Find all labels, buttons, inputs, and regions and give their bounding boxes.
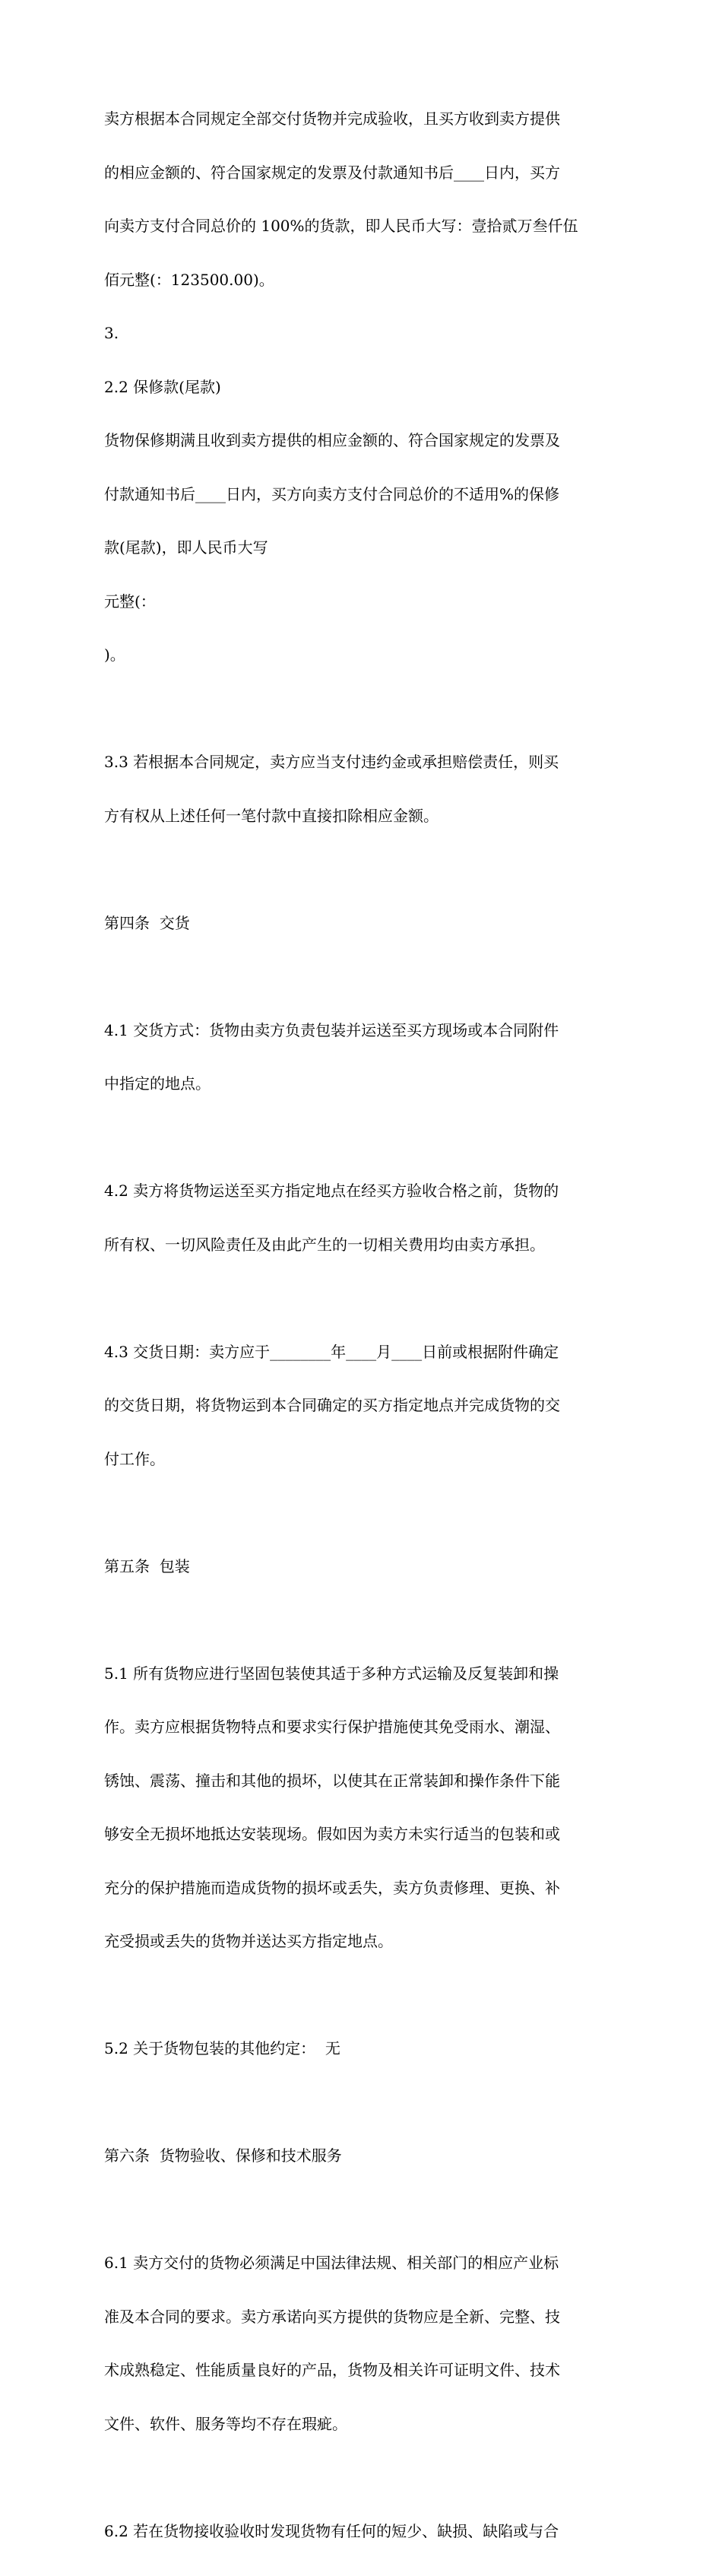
- text-line: 锈蚀、震荡、撞击和其他的损坏，以使其在正常装卸和操作条件下能: [104, 1772, 621, 1791]
- text-line: 3.: [104, 325, 621, 343]
- document-page: [104, 75, 621, 2576]
- text-line: 4.1 交货方式：货物由卖方负责包装并运送至买方现场或本合同附件: [104, 1022, 621, 1040]
- text-line: 付工作。: [104, 1451, 621, 1469]
- payment-paragraph: [104, 75, 621, 700]
- article-title: 第六条 货物验收、保修和技术服务: [104, 2147, 621, 2165]
- text-line: 6.1 卖方交付的货物必须满足中国法律法规、相关部门的相应产业标: [104, 2254, 621, 2273]
- clause-5-2: [104, 2004, 621, 2094]
- article-4-heading: [104, 879, 621, 969]
- text-line: 4.3 交货日期：卖方应于________年____月____日前或根据附件确定: [104, 1344, 621, 1362]
- text-line: 作。卖方应根据货物特点和要求实行保护措施使其免受雨水、潮湿、: [104, 1718, 621, 1737]
- text-line: 5.2 关于货物包装的其他约定： 无: [104, 2040, 621, 2058]
- clause-5-1: [104, 1629, 621, 1987]
- paragraph-gap: [104, 861, 621, 879]
- text-line: 卖方根据本合同规定全部交付货物并完成验收，且买方收到卖方提供: [104, 110, 621, 128]
- article-title: 第五条 包装: [104, 1558, 621, 1576]
- article-title: 第四条 交货: [104, 915, 621, 933]
- paragraph-gap: [104, 2469, 621, 2487]
- text-line: )。: [104, 646, 621, 665]
- text-line: 货物保修期满且收到卖方提供的相应金额的、符合国家规定的发票及: [104, 432, 621, 450]
- clause-6-1: [104, 2219, 621, 2469]
- paragraph-gap: [104, 1611, 621, 1629]
- clause-6-2: [104, 2487, 621, 2576]
- text-line: 够安全无损坏地抵达安装现场。假如因为卖方未实行适当的包装和或: [104, 1826, 621, 1844]
- text-line: 佰元整(：123500.00)。: [104, 271, 621, 290]
- text-line: 充受损或丢失的货物并送达买方指定地点。: [104, 1933, 621, 1951]
- text-line: 3.3 若根据本合同规定，卖方应当支付违约金或承担赔偿责任，则买: [104, 753, 621, 772]
- text-line: 的相应金额的、符合国家规定的发票及付款通知书后____日内，买方: [104, 164, 621, 182]
- text-line: 6.2 若在货物接收验收时发现货物有任何的短少、缺损、缺陷或与合: [104, 2523, 621, 2541]
- paragraph-gap: [104, 1290, 621, 1308]
- text-line: 方有权从上述任何一笔付款中直接扣除相应金额。: [104, 807, 621, 826]
- clause-4-2: [104, 1147, 621, 1290]
- text-line: 4.2 卖方将货物运送至买方指定地点在经买方验收合格之前，货物的: [104, 1182, 621, 1201]
- text-line: 付款通知书后____日内，买方向卖方支付合同总价的不适用%的保修: [104, 486, 621, 504]
- clause-4-3: [104, 1308, 621, 1505]
- text-line: 术成熟稳定、性能质量良好的产品，货物及相关许可证明文件、技术: [104, 2362, 621, 2380]
- section-heading: 2.2 保修款(尾款): [104, 379, 621, 397]
- paragraph-gap: [104, 2094, 621, 2112]
- paragraph-gap: [104, 968, 621, 986]
- text-line: 5.1 所有货物应进行坚固包装使其适于多种方式运输及反复装卸和操: [104, 1665, 621, 1683]
- clause-3-3: [104, 718, 621, 861]
- text-line: 款(尾款)，即人民币大写: [104, 539, 621, 557]
- paragraph-gap: [104, 1129, 621, 1147]
- text-line: 元整(：: [104, 593, 621, 611]
- text-line: 向卖方支付合同总价的 100%的货款，即人民币大写：壹拾贰万叁仟伍: [104, 217, 621, 236]
- text-line: 准及本合同的要求。卖方承诺向买方提供的货物应是全新、完整、技: [104, 2308, 621, 2327]
- paragraph-gap: [104, 1504, 621, 1522]
- paragraph-gap: [104, 2201, 621, 2219]
- text-line: 中指定的地点。: [104, 1075, 621, 1093]
- text-line: 文件、软件、服务等均不存在瑕疵。: [104, 2416, 621, 2434]
- article-5-heading: [104, 1522, 621, 1612]
- paragraph-gap: [104, 1987, 621, 2005]
- text-line: 的交货日期，将货物运到本合同确定的买方指定地点并完成货物的交: [104, 1397, 621, 1415]
- clause-4-1: [104, 986, 621, 1129]
- text-line: 充分的保护措施而造成货物的损坏或丢失，卖方负责修理、更换、补: [104, 1880, 621, 1898]
- article-6-heading: [104, 2111, 621, 2201]
- paragraph-gap: [104, 700, 621, 719]
- text-line: 所有权、一切风险责任及由此产生的一切相关费用均由卖方承担。: [104, 1236, 621, 1255]
